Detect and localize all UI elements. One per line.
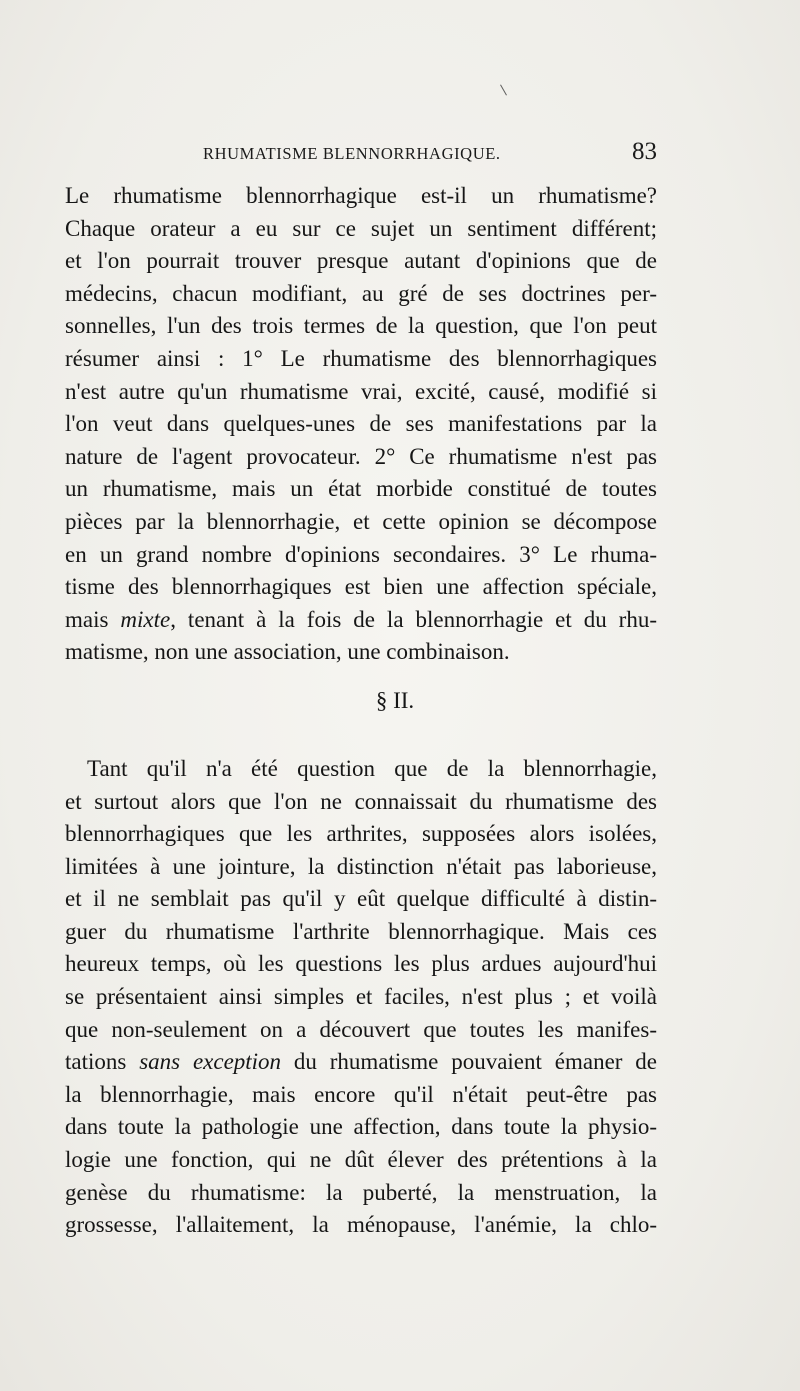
text-line: en un grand nombre d'opinions secondaires. 3° Le rhuma-: [65, 541, 657, 567]
text-run: du rhumatisme pouvaient émaner de: [281, 1049, 657, 1075]
text-line: guer du rhumatisme l'arthrite blennorrhagique. Mais ces: [65, 918, 657, 944]
text-line: et surtout alors que l'on ne connaissait du rhumatisme des: [65, 788, 657, 814]
text-line: matisme, non une association, une combinaison.: [65, 639, 510, 665]
text-line: l'on veut dans quelques-unes de ses manifestations par la: [65, 411, 657, 437]
text-line: heureux temps, où les questions les plus ardues aujourd'hui: [65, 951, 657, 977]
italic-term: sans exception: [139, 1049, 282, 1075]
text-line: et il ne semblait pas qu'il y eût quelque difficulté à distin-: [65, 886, 657, 912]
text-line: [65, 1046, 657, 1079]
text-line: pièces par la blennorrhagie, et cette opinion se décompose: [65, 508, 657, 534]
section-heading: [65, 686, 657, 716]
paragraph-2: [65, 753, 657, 1242]
text-run: , tenant à la fois de la blennorrhagie et du rhu-: [170, 606, 657, 632]
running-title: RHUMATISME BLENNORRHAGIQUE.: [203, 144, 501, 163]
text-line: genèse du rhumatisme: la puberté, la menstruation, la: [65, 1179, 657, 1205]
running-head: [65, 140, 657, 170]
text-line: et l'on pourrait trouver presque autant d'opinions que de: [65, 248, 657, 274]
paragraph-1: [65, 180, 657, 669]
page-number: 83: [632, 138, 657, 165]
text-line: Tant qu'il n'a été question que de la blennorrhagie,: [87, 755, 657, 781]
text-line: n'est autre qu'un rhumatisme vrai, excité, causé, modifié si: [65, 378, 657, 404]
text-line: sonnelles, l'un des trois termes de la question, que l'on peut: [65, 313, 657, 339]
text-line: la blennorrhagie, mais encore qu'il n'était peut-être pas: [65, 1081, 657, 1107]
body-text: [65, 180, 657, 1242]
text-line: que non-seulement on a découvert que toutes les manifes-: [65, 1016, 657, 1042]
text-line: médecins, chacun modifiant, au gré de ses doctrines per-: [65, 280, 657, 306]
text-line: [65, 604, 657, 637]
text-line: Chaque orateur a eu sur ce sujet un sentiment différent;: [65, 215, 657, 241]
text-line: dans toute la pathologie une affection, dans toute la physio-: [65, 1114, 657, 1140]
text-line: Le rhumatisme blennorrhagique est-il un rhumatisme?: [65, 183, 657, 208]
text-line: se présentaient ainsi simples et faciles, n'est plus ; et voilà: [65, 984, 657, 1010]
section-heading-label: § II.: [375, 687, 415, 713]
text-line: grossesse, l'allaitement, la ménopause, l'anémie, la chlo-: [65, 1212, 657, 1238]
text-line: résumer ainsi : 1° Le rhumatisme des blennorrhagiques: [65, 345, 657, 371]
text-line: limitées à une jointure, la distinction n'était pas laborieuse,: [65, 853, 657, 879]
italic-term: mixte: [120, 606, 171, 632]
text-run: mais: [65, 606, 121, 632]
text-line: tisme des blennorrhagiques est bien une affection spéciale,: [65, 574, 657, 600]
scan-mark: [500, 85, 507, 96]
text-line: logie une fonction, qui ne dût élever des prétentions à la: [65, 1147, 657, 1173]
text-line: un rhumatisme, mais un état morbide constitué de toutes: [65, 476, 657, 502]
text-line: blennorrhagiques que les arthrites, supposées alors isolées,: [65, 821, 657, 847]
text-line: nature de l'agent provocateur. 2° Ce rhumatisme n'est pas: [65, 443, 657, 469]
text-run: tations: [65, 1049, 140, 1075]
